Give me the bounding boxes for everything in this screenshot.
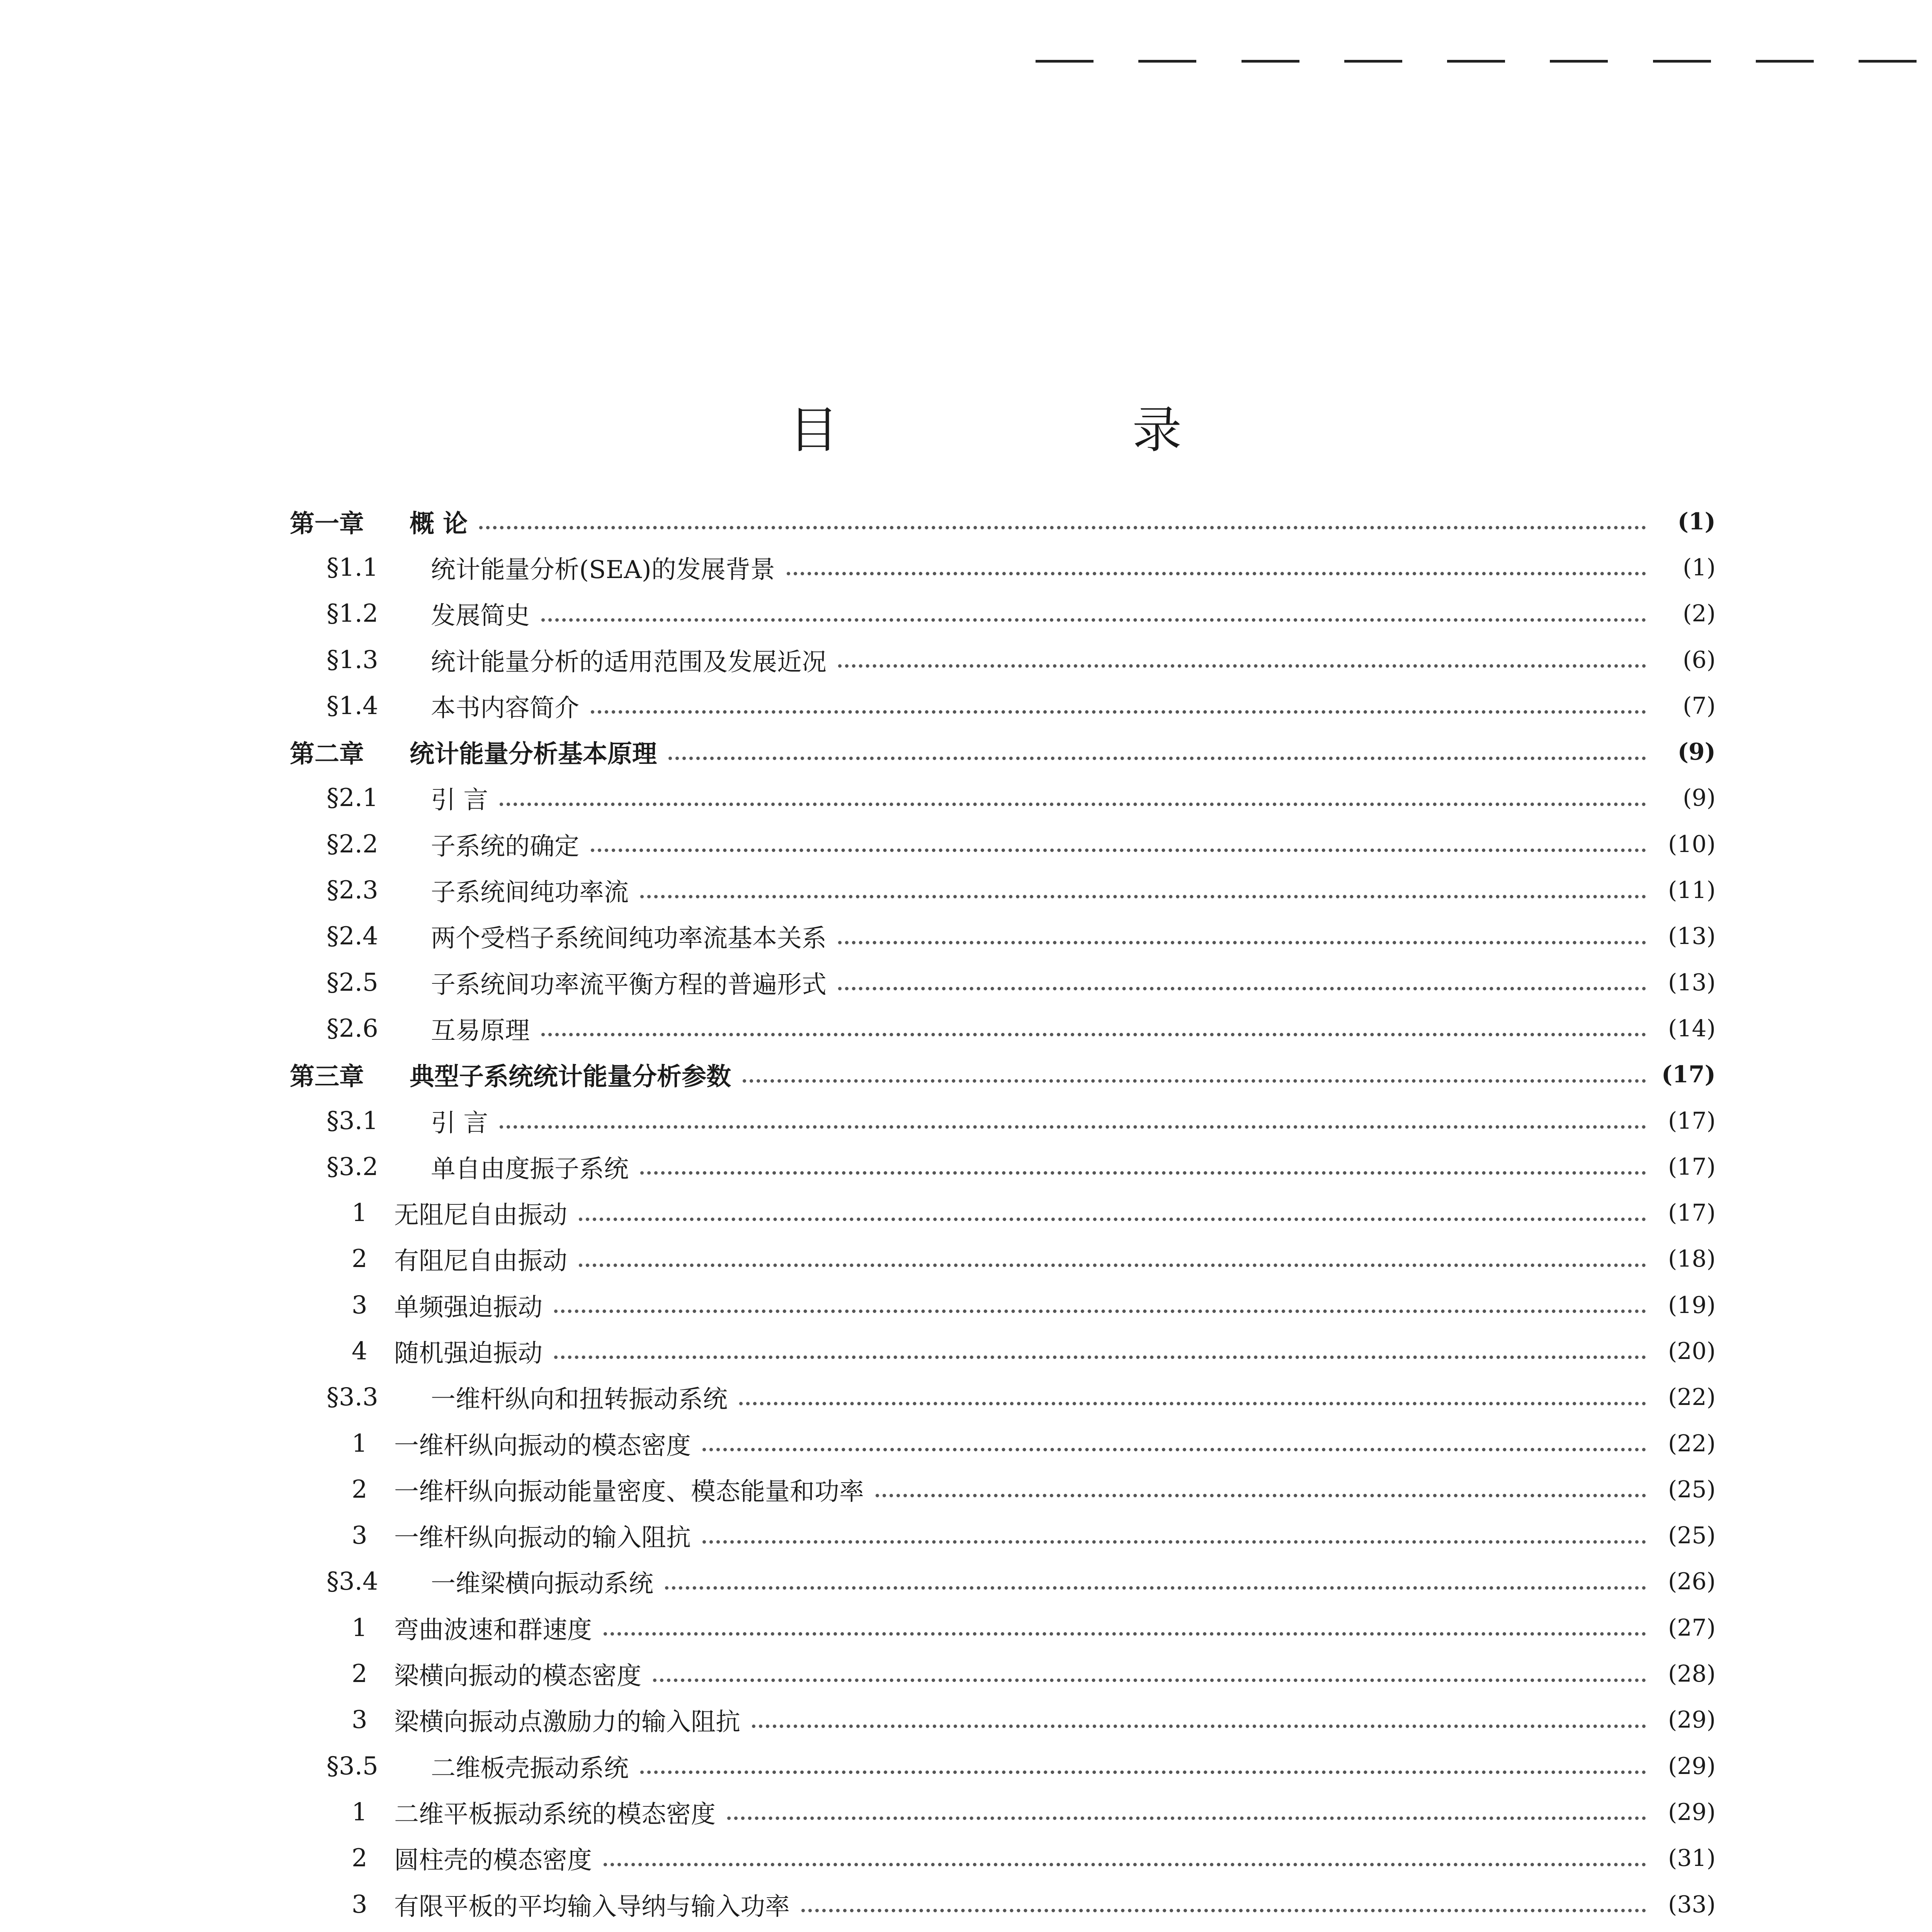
toc-entry-number: §2.3 [327, 876, 378, 905]
dot-leader [640, 1770, 1646, 1774]
dot-leader [604, 1632, 1646, 1636]
toc-entry-page: (29) [1668, 1752, 1716, 1780]
toc-section [290, 637, 1716, 683]
dot-leader [500, 1125, 1646, 1129]
toc-section [290, 913, 1716, 959]
toc-entry-page: (7) [1683, 692, 1716, 719]
toc-entry-number: 4 [352, 1337, 367, 1366]
dot-leader [702, 1448, 1646, 1451]
dot-leader [668, 757, 1646, 760]
toc-entry-title: 一维杆纵向和扭转振动系统 [431, 1385, 728, 1414]
toc-entry-page: (14) [1668, 1015, 1716, 1042]
toc-subsection [290, 1881, 1716, 1927]
toc-entry-title: 统计能量分析基本原理 [410, 740, 657, 769]
toc-entry-title: 圆柱壳的模态密度 [394, 1846, 592, 1875]
toc-entry-number: §2.1 [327, 784, 378, 813]
dot-leader [554, 1310, 1646, 1313]
toc-entry-page: (10) [1668, 830, 1716, 858]
toc-entry-page: (1) [1677, 508, 1716, 535]
toc-entry-page: (17) [1668, 1153, 1716, 1180]
toc-entry-title: 子系统间功率流平衡方程的普遍形式 [431, 970, 827, 999]
toc-entry-number: §3.3 [327, 1383, 378, 1412]
toc-entry-title: 统计能量分析的适用范围及发展近况 [431, 648, 827, 677]
toc-entry-title: 有限平板的平均输入导纳与输入功率 [394, 1892, 790, 1921]
toc-entry-number: 第三章 [290, 1062, 364, 1092]
toc-entry-title: 无阻尼自由振动 [394, 1201, 567, 1230]
toc-entry-title: 引 言 [431, 786, 488, 815]
toc-subsection [290, 1651, 1716, 1697]
toc-entry-title: 引 言 [431, 1109, 488, 1138]
dot-leader [787, 572, 1646, 575]
dot-leader [838, 987, 1646, 990]
dot-leader [500, 803, 1646, 806]
toc-entry-title: 子系统的确定 [431, 832, 579, 861]
toc-entry-page: (29) [1668, 1706, 1716, 1734]
dot-leader [640, 1171, 1646, 1175]
toc-section [290, 1743, 1716, 1789]
toc-entry-title: 典型子系统统计能量分析参数 [410, 1062, 731, 1092]
toc-subsection [290, 1466, 1716, 1512]
toc-chapter [290, 498, 1716, 544]
toc-entry-page: (22) [1668, 1430, 1716, 1457]
toc-entry-title: 单自由度振子系统 [431, 1155, 629, 1184]
toc-entry-number: 2 [352, 1475, 367, 1504]
toc-section [290, 959, 1716, 1005]
dot-leader [739, 1402, 1646, 1405]
toc-entry-title: 子系统间纯功率流 [431, 878, 629, 907]
toc-entry-title: 一维杆纵向振动的输入阻抗 [394, 1524, 691, 1553]
toc-entry-number: 2 [352, 1660, 367, 1689]
toc-entry-page: (17) [1668, 1107, 1716, 1134]
toc-entry-page: (9) [1683, 784, 1716, 812]
toc-entry-page: (17) [1661, 1061, 1716, 1088]
toc-section [290, 821, 1716, 867]
toc-section [290, 683, 1716, 729]
toc-entry-number: §3.1 [327, 1106, 378, 1135]
toc-subsection [290, 1513, 1716, 1559]
toc-entry-number: 2 [352, 1844, 367, 1873]
toc-entry-number: 1 [352, 1199, 367, 1228]
toc-subsection [290, 1236, 1716, 1282]
toc-subsection [290, 1605, 1716, 1651]
dot-leader [640, 895, 1646, 898]
toc-entry-page: (19) [1668, 1291, 1716, 1319]
toc-entry-page: (13) [1668, 969, 1716, 996]
toc-entry-title: 二维板壳振动系统 [431, 1754, 629, 1783]
toc-section [290, 1005, 1716, 1051]
toc-entry-page: (13) [1668, 923, 1716, 950]
table-of-contents [290, 498, 1716, 1932]
toc-section [290, 867, 1716, 913]
dot-leader [579, 1264, 1646, 1267]
toc-entry-number: 3 [352, 1291, 367, 1320]
toc-entry-page: (6) [1683, 646, 1716, 673]
toc-entry-title: 发展简史 [431, 602, 530, 631]
toc-entry-number: 第二章 [290, 740, 364, 769]
toc-entry-number: §3.2 [327, 1152, 378, 1181]
toc-entry-page: (28) [1668, 1660, 1716, 1688]
page-title: 目 录 [789, 401, 1321, 459]
toc-entry-page: (2) [1683, 600, 1716, 628]
toc-section [290, 544, 1716, 590]
dot-leader [591, 849, 1646, 852]
toc-entry-number: §1.4 [327, 691, 378, 720]
toc-entry-title: 统计能量分析(SEA)的发展背景 [431, 555, 775, 584]
toc-entry-title: 一维杆纵向振动能量密度、模态能量和功率 [394, 1477, 864, 1506]
toc-subsection [290, 1190, 1716, 1236]
toc-entry-title: 二维平板振动系统的模态密度 [394, 1800, 716, 1829]
dot-leader [653, 1679, 1646, 1682]
toc-section [290, 1144, 1716, 1190]
toc-subsection [290, 1835, 1716, 1881]
toc-entry-page: (9) [1677, 738, 1716, 766]
dot-leader [743, 1079, 1646, 1083]
toc-entry-page: (29) [1668, 1798, 1716, 1826]
toc-entry-page: (20) [1668, 1337, 1716, 1365]
toc-entry-number: 1 [352, 1798, 367, 1827]
toc-subsection [290, 1328, 1716, 1374]
toc-entry-number: §2.6 [327, 1014, 378, 1043]
toc-entry-title: 梁横向振动点激励力的输入阻抗 [394, 1708, 740, 1737]
toc-section [290, 1098, 1716, 1144]
toc-entry-page: (22) [1668, 1384, 1716, 1411]
toc-entry-title: 有阻尼自由振动 [394, 1247, 567, 1276]
toc-entry-number: §2.5 [327, 968, 378, 997]
toc-entry-number: 3 [352, 1706, 367, 1735]
dot-leader [591, 710, 1646, 714]
toc-entry-page: (33) [1668, 1891, 1716, 1918]
toc-subsection [290, 1697, 1716, 1743]
dot-leader [541, 1033, 1646, 1036]
toc-entry-title: 梁横向振动的模态密度 [394, 1662, 641, 1691]
toc-entry-title: 随机强迫振动 [394, 1339, 543, 1368]
toc-entry-number: §1.1 [327, 553, 378, 582]
dot-leader [727, 1816, 1646, 1820]
toc-entry-page: (27) [1668, 1614, 1716, 1641]
dot-leader [665, 1586, 1646, 1590]
dot-leader [702, 1540, 1646, 1544]
toc-entry-title: 一维杆纵向振动的模态密度 [394, 1431, 691, 1460]
toc-entry-page: (11) [1668, 877, 1716, 904]
dot-leader [801, 1909, 1646, 1912]
dot-leader [752, 1725, 1646, 1728]
toc-entry-title: 概 论 [410, 509, 468, 538]
toc-section [290, 775, 1716, 821]
toc-entry-number: §3.5 [327, 1752, 378, 1781]
toc-subsection [290, 1282, 1716, 1328]
toc-entry-number: 1 [352, 1429, 367, 1458]
toc-entry-page: (25) [1668, 1522, 1716, 1549]
toc-subsection [290, 1927, 1716, 1932]
toc-entry-title: 两个受档子系统间纯功率流基本关系 [431, 924, 827, 953]
toc-entry-number: 第一章 [290, 509, 364, 538]
toc-entry-title: 本书内容简介 [431, 694, 579, 723]
dot-leader [541, 618, 1646, 622]
dot-leader [554, 1355, 1646, 1359]
toc-entry-page: (1) [1683, 554, 1716, 581]
dot-leader [604, 1863, 1646, 1866]
header-rule [1036, 60, 1917, 63]
toc-entry-title: 一维梁横向振动系统 [431, 1570, 653, 1599]
toc-section [290, 591, 1716, 637]
toc-entry-page: (25) [1668, 1476, 1716, 1503]
dot-leader [479, 526, 1646, 529]
toc-entry-number: 2 [352, 1245, 367, 1274]
dot-leader [579, 1218, 1646, 1221]
dot-leader [838, 941, 1646, 944]
toc-entry-number: 3 [352, 1521, 367, 1550]
toc-entry-page: (18) [1668, 1245, 1716, 1273]
dot-leader [876, 1494, 1646, 1497]
toc-section [290, 1374, 1716, 1420]
toc-subsection [290, 1420, 1716, 1466]
toc-entry-number: §1.2 [327, 599, 378, 628]
toc-entry-title: 互易原理 [431, 1016, 530, 1045]
toc-entry-number: §3.4 [327, 1567, 378, 1596]
toc-entry-page: (17) [1668, 1199, 1716, 1227]
toc-chapter [290, 1052, 1716, 1098]
toc-entry-number: 1 [352, 1613, 367, 1642]
toc-entry-title: 单频强迫振动 [394, 1293, 543, 1322]
dot-leader [838, 664, 1646, 668]
toc-entry-number: 3 [352, 1890, 367, 1919]
toc-subsection [290, 1789, 1716, 1835]
toc-chapter [290, 729, 1716, 775]
toc-entry-number: §2.2 [327, 830, 378, 859]
toc-entry-page: (26) [1668, 1568, 1716, 1595]
toc-entry-number: §1.3 [327, 645, 378, 674]
toc-entry-page: (31) [1668, 1845, 1716, 1872]
toc-entry-number: §2.4 [327, 922, 378, 951]
toc-entry-title: 弯曲波速和群速度 [394, 1616, 592, 1645]
toc-section [290, 1559, 1716, 1605]
